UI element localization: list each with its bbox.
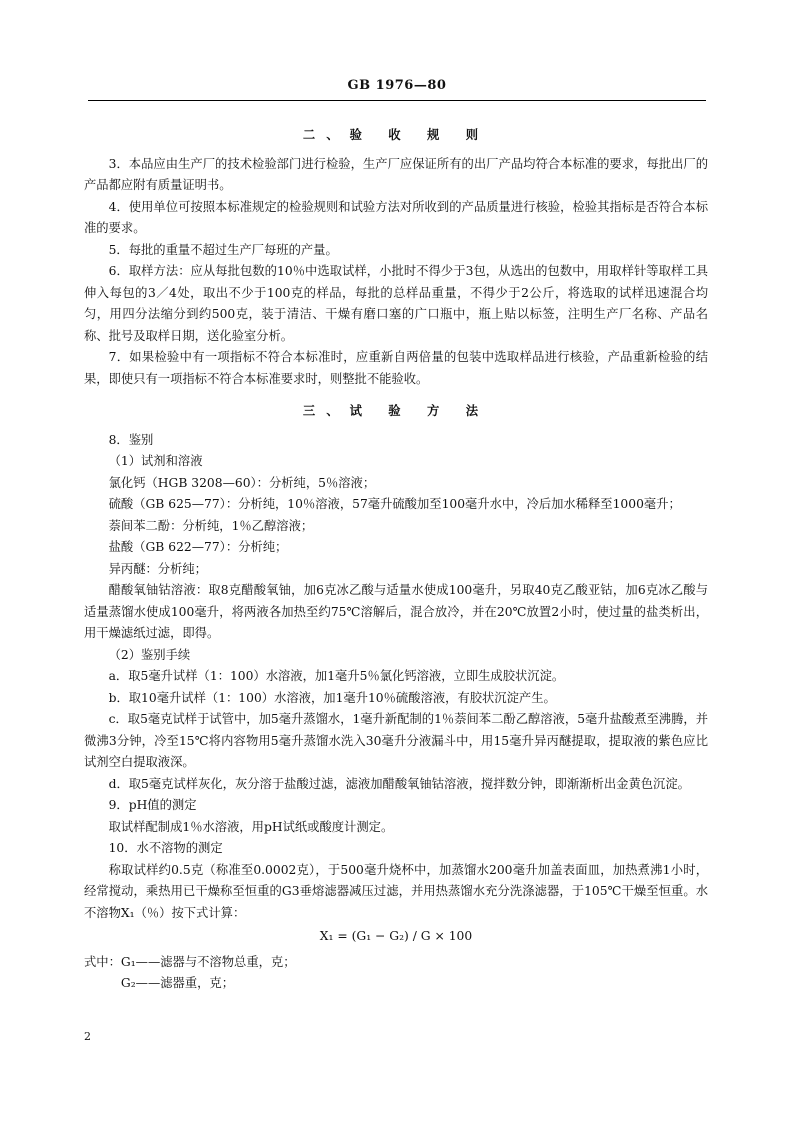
standard-code: GB 1976—80 [347,78,447,93]
water-insoluble-formula: X₁ = (G₁ − G₂) / G × 100 [319,929,473,943]
reagent-sulfuric-acid: 硫酸（GB 625—77）：分析纯，10％溶液，57毫升硫酸加至100毫升水中，冷后加水稀释至1000毫升； [108,497,681,511]
formula-definition-g1: 式中：G₁——滤器与不溶物总重，克； [84,954,296,969]
clause-10-text: 称取试样约0.5克（称准至0.0002克），于500毫升烧杯中，加蒸馏水200毫升加盖表面皿，加热煮沸1小时，经常搅动，乘热用已干燥称至恒重的G3垂熔滤器减压过滤，并用热蒸馏水充分洗涤滤器，于105℃干燥至恒重。水不溶物X₁（％）按下式计算： [84,862,708,920]
reagent-calcium-chloride: 氯化钙（HGB 3208—60）：分析纯，5％溶液； [108,475,376,490]
header-divider [88,100,706,101]
subclause-reagents: （1）试剂和溶液 [108,454,203,468]
clause-10-heading: 10．水不溶物的测定 [108,841,223,855]
formula-definition-g2: G₂——滤器重，克； [120,976,235,990]
clause-9-heading: 9．pH值的测定 [108,798,197,812]
subclause-procedure: （2）鉴别手续 [108,647,191,662]
reagent-naphthoresorcinol: 萘间苯二酚：分析纯，1％乙醇溶液； [108,518,314,533]
procedure-step-b: b．取10毫升试样（1：100）水溶液，加1毫升10％硫酸溶液，有胶状沉淀产生。 [108,690,556,705]
clause-4: 4．使用单位可按照本标准规定的检验规则和试验方法对所收到的产品质量进行核验，检验其指标是否符合本标准的要求。 [84,199,708,235]
page-number: 2 [84,1030,91,1043]
section-title-test-methods: 三、试 验 方 法 [302,403,490,418]
document-body [84,118,708,995]
procedure-step-d: d．取5毫克试样灰化，灰分溶于盐酸过滤，滤液加醋酸氧铀钴溶液，搅拌数分钟，即渐渐析出金黄色沉淀。 [108,776,690,791]
procedure-step-c: c．取5毫克试样于试管中，加5毫升蒸馏水，1毫升新配制的1％萘间苯二酚乙醇溶液，5毫升盐酸煮至沸腾，并微沸3分钟，冷至15℃将内容物用5毫升蒸馏水洗入30毫升分液漏斗中，用15毫升异丙醚提取，提取液的紫色应比试剂空白提取液深。 [84,712,708,769]
clause-8-heading: 8．鉴别 [108,432,154,447]
clause-9-text: 取试样配制成1％水溶液，用pH试纸或酸度计测定。 [108,819,394,834]
clause-3: 3．本品应由生产厂的技术检验部门进行检验，生产厂应保证所有的出厂产品均符合本标准的要求，每批出厂的产品都应附有质量证明书。 [84,156,708,192]
clause-6: 6．取样方法：应从每批包数的10％中选取试样，小批时不得少于3包，从选出的包数中，用取样针等取样工具伸入每包的3／4处，取出不少于100克的样品，每批的总样品重量，不得少于2公斤，将选取的试样迅速混合均匀，用四分法缩分到约500克，装于清洁、干燥有磨口塞的广口瓶中，瓶上贴以标签，注明生产厂名称、产品名称、批号及取样日期，送化验室分析。 [84,264,708,343]
reagent-uranyl-cobalt-acetate: 醋酸氧铀钴溶液：取8克醋酸氧铀，加6克冰乙酸与适量水使成100毫升，另取40克乙酸亚钴，加6克冰乙酸与适量蒸馏水使成100毫升，将两液各加热至约75℃溶解后，混合放冷，并在20℃放置2小时，使过量的盐类析出，用干燥滤纸过滤，即得。 [84,583,708,640]
reagent-isopropyl-ether: 异丙醚：分析纯； [108,561,207,576]
section-title-acceptance: 二、验 收 规 则 [302,127,490,142]
reagent-hydrochloric-acid: 盐酸（GB 622—77）：分析纯； [108,540,288,554]
clause-7: 7．如果检验中有一项指标不符合本标准时，应重新自两倍量的包装中选取样品进行核验，产品重新检验的结果，即使只有一项指标不符合本标准要求时，则整批不能验收。 [84,350,708,386]
procedure-step-a: a．取5毫升试样（1：100）水溶液，加1毫升5％氯化钙溶液，立即生成胶状沉淀。 [108,669,565,683]
clause-5: 5．每批的重量不超过生产厂每班的产量。 [108,242,338,257]
